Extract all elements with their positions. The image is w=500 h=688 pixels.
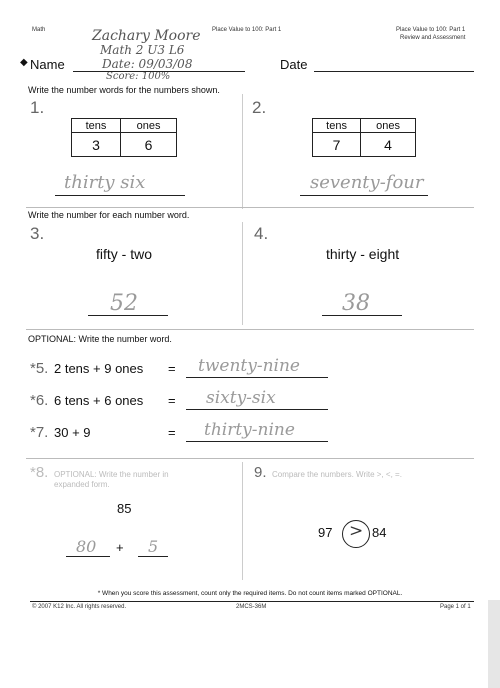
q8-instruction-line1: OPTIONAL: Write the number in bbox=[54, 470, 169, 479]
header-right-subtitle: Review and Assessment bbox=[400, 35, 466, 41]
q1-number: 1. bbox=[30, 98, 45, 117]
q1-ones-value: 6 bbox=[121, 133, 177, 157]
q1-answer-line bbox=[55, 195, 185, 196]
section1-instruction: Write the number words for the numbers shown. bbox=[28, 85, 220, 95]
header-subject: Math bbox=[32, 27, 46, 33]
footer-code: 2MCS-36M bbox=[236, 604, 267, 610]
footer-rule bbox=[30, 601, 474, 602]
student-score-handwritten: Score: 100% bbox=[106, 71, 171, 82]
q1-answer-handwritten: thirty six bbox=[64, 172, 146, 193]
section2-divider bbox=[242, 222, 243, 325]
q4-answer-handwritten: 38 bbox=[342, 291, 370, 316]
q5-number: *5. bbox=[30, 360, 49, 377]
section-divider-1 bbox=[26, 207, 474, 208]
q2-ones-header: ones bbox=[361, 119, 416, 133]
q6-answer-handwritten: sixty-six bbox=[206, 388, 276, 408]
q3-answer-line bbox=[88, 315, 168, 316]
q2-ones-value: 4 bbox=[361, 133, 416, 157]
q9-instruction: Compare the numbers. Write >, <, =. bbox=[272, 470, 402, 479]
q8-tens-answer-handwritten: 80 bbox=[76, 537, 97, 556]
student-date-handwritten: Date: 09/03/08 bbox=[102, 57, 193, 71]
student-course-handwritten: Math 2 U3 L6 bbox=[100, 43, 185, 57]
name-label: Name bbox=[30, 57, 65, 72]
q2-answer-handwritten: seventy-four bbox=[310, 172, 424, 193]
date-line bbox=[314, 71, 474, 72]
q4-word: thirty - eight bbox=[326, 246, 400, 262]
q9-number: 9. bbox=[254, 464, 267, 481]
q7-answer-line bbox=[186, 441, 328, 442]
q1-place-value-table bbox=[71, 118, 177, 157]
q9-left-number: 97 bbox=[318, 525, 333, 540]
q4-number: 4. bbox=[254, 224, 269, 243]
footer-note: * When you score this assessment, count only the required items. Do not count items marked OPTIONAL. bbox=[97, 590, 403, 597]
header-right-title: Place Value to 100: Part 1 bbox=[396, 27, 466, 33]
name-line bbox=[73, 71, 245, 72]
q6-equals: = bbox=[168, 393, 176, 408]
q6-prompt: 6 tens + 6 ones bbox=[54, 393, 144, 408]
q8-instruction-line2: expanded form. bbox=[54, 480, 110, 489]
q5-answer-handwritten: twenty-nine bbox=[198, 356, 300, 376]
q8-ones-answer-handwritten: 5 bbox=[148, 537, 159, 556]
q8-tens-answer-line bbox=[66, 556, 110, 557]
q5-prompt: 2 tens + 9 ones bbox=[54, 361, 144, 376]
section4-divider bbox=[242, 462, 243, 580]
q2-number: 2. bbox=[252, 98, 267, 117]
q8-plus: + bbox=[116, 540, 124, 555]
q2-place-value-table bbox=[312, 118, 416, 157]
q1-ones-header: ones bbox=[121, 119, 177, 133]
name-marker-icon: ◆ bbox=[20, 57, 28, 68]
footer-copyright: © 2007 K12 Inc. All rights reserved. bbox=[32, 604, 127, 610]
q2-answer-line bbox=[300, 195, 428, 196]
q6-answer-line bbox=[186, 409, 328, 410]
q3-number: 3. bbox=[30, 224, 45, 243]
section1-divider bbox=[242, 94, 243, 209]
q2-tens-header: tens bbox=[313, 119, 361, 133]
date-label: Date bbox=[280, 57, 308, 72]
q9-symbol-handwritten: > bbox=[349, 521, 364, 541]
q8-number: *8. bbox=[30, 464, 49, 481]
q3-word: fifty - two bbox=[96, 246, 153, 262]
q7-equals: = bbox=[168, 425, 176, 440]
q7-answer-handwritten: thirty-nine bbox=[204, 420, 295, 440]
section-divider-3 bbox=[26, 458, 474, 459]
section2-instruction: Write the number for each number word. bbox=[28, 210, 190, 220]
q6-number: *6. bbox=[30, 392, 49, 409]
header-center-title: Place Value to 100: Part 1 bbox=[212, 27, 282, 33]
q8-ones-answer-line bbox=[138, 556, 168, 557]
q5-answer-line bbox=[186, 377, 328, 378]
q7-number: *7. bbox=[30, 424, 49, 441]
q1-tens-value: 3 bbox=[72, 133, 121, 157]
q9-right-number: 84 bbox=[372, 525, 387, 540]
q2-tens-value: 7 bbox=[313, 133, 361, 157]
q4-answer-line bbox=[322, 315, 402, 316]
q5-equals: = bbox=[168, 361, 176, 376]
student-name-handwritten: Zachary Moore bbox=[92, 28, 201, 44]
q1-tens-header: tens bbox=[72, 119, 121, 133]
q3-answer-handwritten: 52 bbox=[110, 291, 138, 316]
section3-instruction: OPTIONAL: Write the number word. bbox=[28, 334, 172, 344]
section-divider-2 bbox=[26, 329, 474, 330]
q8-value: 85 bbox=[117, 501, 132, 516]
scan-edge-shadow bbox=[488, 600, 500, 688]
footer-page: Page 1 of 1 bbox=[440, 604, 471, 610]
q7-prompt: 30 + 9 bbox=[54, 425, 91, 440]
